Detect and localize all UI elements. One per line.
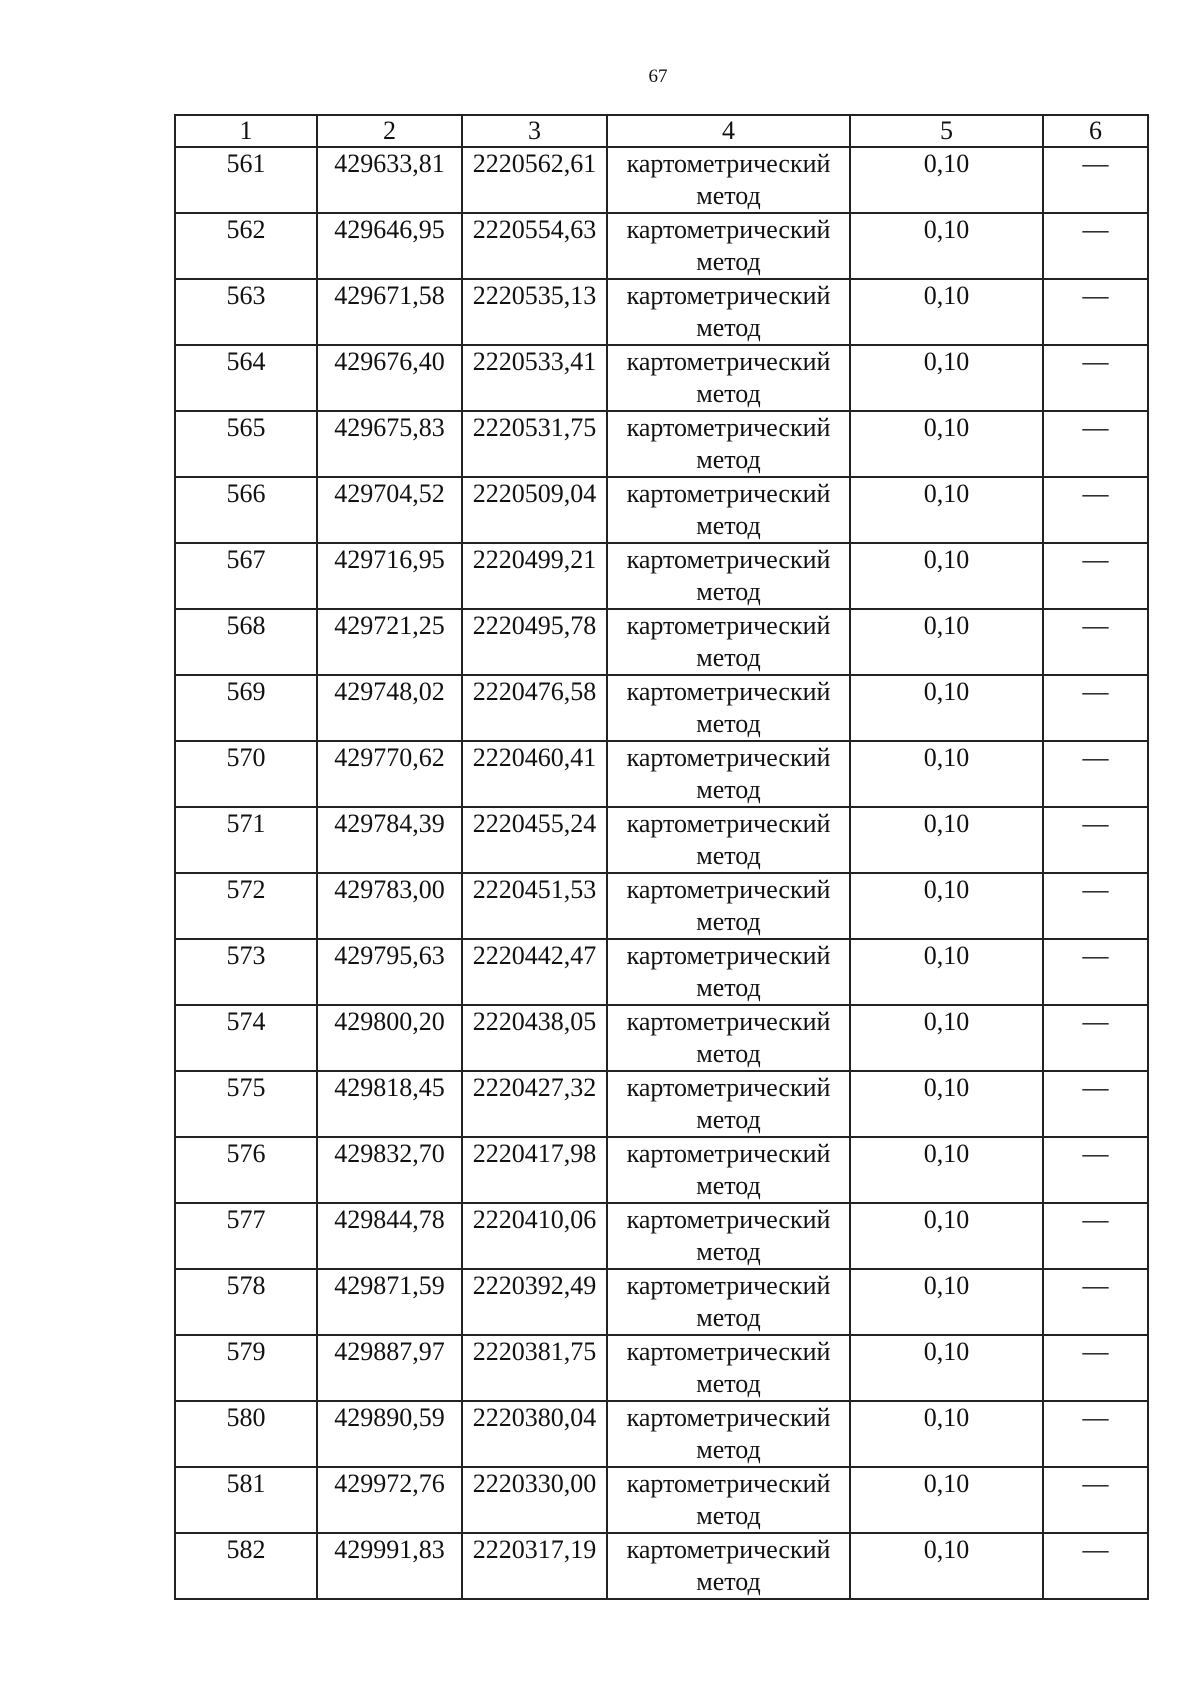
y-coordinate-cell: 2220509,04 (462, 477, 607, 543)
method-cell: картометрический метод (607, 411, 850, 477)
note-cell: — (1043, 675, 1148, 741)
note-cell: — (1043, 213, 1148, 279)
accuracy-cell: 0,10 (850, 741, 1043, 807)
accuracy-cell: 0,10 (850, 477, 1043, 543)
note-cell: — (1043, 741, 1148, 807)
y-coordinate-cell: 2220330,00 (462, 1467, 607, 1533)
x-coordinate-cell: 429748,02 (317, 675, 462, 741)
method-cell: картометрический метод (607, 609, 850, 675)
accuracy-cell: 0,10 (850, 609, 1043, 675)
accuracy-cell: 0,10 (850, 1071, 1043, 1137)
y-coordinate-cell: 2220455,24 (462, 807, 607, 873)
method-cell: картометрический метод (607, 1137, 850, 1203)
point-number-cell: 563 (175, 279, 317, 345)
y-coordinate-cell: 2220317,19 (462, 1533, 607, 1599)
x-coordinate-cell: 429972,76 (317, 1467, 462, 1533)
point-number-cell: 566 (175, 477, 317, 543)
method-cell: картометрический метод (607, 477, 850, 543)
point-number-cell: 569 (175, 675, 317, 741)
method-cell: картометрический метод (607, 147, 850, 213)
method-cell: картометрический метод (607, 741, 850, 807)
table-row (175, 675, 1148, 741)
table-row (175, 213, 1148, 279)
coordinates-table (174, 114, 1149, 1600)
x-coordinate-cell: 429991,83 (317, 1533, 462, 1599)
method-cell: картометрический метод (607, 1005, 850, 1071)
accuracy-cell: 0,10 (850, 1533, 1043, 1599)
x-coordinate-cell: 429646,95 (317, 213, 462, 279)
point-number-cell: 564 (175, 345, 317, 411)
column-header-6: 6 (1043, 115, 1148, 147)
method-cell: картометрический метод (607, 1071, 850, 1137)
point-number-cell: 579 (175, 1335, 317, 1401)
accuracy-cell: 0,10 (850, 1269, 1043, 1335)
point-number-cell: 578 (175, 1269, 317, 1335)
table-row (175, 147, 1148, 213)
y-coordinate-cell: 2220451,53 (462, 873, 607, 939)
point-number-cell: 581 (175, 1467, 317, 1533)
method-cell: картометрический метод (607, 1335, 850, 1401)
table-row (175, 939, 1148, 1005)
note-cell: — (1043, 939, 1148, 1005)
method-cell: картометрический метод (607, 1269, 850, 1335)
note-cell: — (1043, 1071, 1148, 1137)
x-coordinate-cell: 429770,62 (317, 741, 462, 807)
y-coordinate-cell: 2220533,41 (462, 345, 607, 411)
x-coordinate-cell: 429887,97 (317, 1335, 462, 1401)
method-cell: картометрический метод (607, 213, 850, 279)
point-number-cell: 565 (175, 411, 317, 477)
y-coordinate-cell: 2220442,47 (462, 939, 607, 1005)
accuracy-cell: 0,10 (850, 411, 1043, 477)
y-coordinate-cell: 2220499,21 (462, 543, 607, 609)
x-coordinate-cell: 429633,81 (317, 147, 462, 213)
accuracy-cell: 0,10 (850, 213, 1043, 279)
table-row (175, 543, 1148, 609)
accuracy-cell: 0,10 (850, 873, 1043, 939)
y-coordinate-cell: 2220380,04 (462, 1401, 607, 1467)
table-row (175, 873, 1148, 939)
x-coordinate-cell: 429704,52 (317, 477, 462, 543)
y-coordinate-cell: 2220438,05 (462, 1005, 607, 1071)
accuracy-cell: 0,10 (850, 1137, 1043, 1203)
table-row (175, 279, 1148, 345)
point-number-cell: 572 (175, 873, 317, 939)
note-cell: — (1043, 1533, 1148, 1599)
x-coordinate-cell: 429783,00 (317, 873, 462, 939)
x-coordinate-cell: 429675,83 (317, 411, 462, 477)
x-coordinate-cell: 429716,95 (317, 543, 462, 609)
table-row (175, 1335, 1148, 1401)
x-coordinate-cell: 429784,39 (317, 807, 462, 873)
table-row (175, 1269, 1148, 1335)
accuracy-cell: 0,10 (850, 807, 1043, 873)
accuracy-cell: 0,10 (850, 147, 1043, 213)
point-number-cell: 567 (175, 543, 317, 609)
y-coordinate-cell: 2220427,32 (462, 1071, 607, 1137)
method-cell: картометрический метод (607, 807, 850, 873)
note-cell: — (1043, 477, 1148, 543)
point-number-cell: 575 (175, 1071, 317, 1137)
point-number-cell: 571 (175, 807, 317, 873)
y-coordinate-cell: 2220495,78 (462, 609, 607, 675)
point-number-cell: 570 (175, 741, 317, 807)
table-row (175, 1071, 1148, 1137)
note-cell: — (1043, 543, 1148, 609)
x-coordinate-cell: 429795,63 (317, 939, 462, 1005)
table-row (175, 1203, 1148, 1269)
accuracy-cell: 0,10 (850, 543, 1043, 609)
note-cell: — (1043, 1401, 1148, 1467)
column-header-3: 3 (462, 115, 607, 147)
y-coordinate-cell: 2220562,61 (462, 147, 607, 213)
point-number-cell: 574 (175, 1005, 317, 1071)
y-coordinate-cell: 2220460,41 (462, 741, 607, 807)
point-number-cell: 562 (175, 213, 317, 279)
note-cell: — (1043, 873, 1148, 939)
accuracy-cell: 0,10 (850, 939, 1043, 1005)
note-cell: — (1043, 1335, 1148, 1401)
point-number-cell: 576 (175, 1137, 317, 1203)
accuracy-cell: 0,10 (850, 1335, 1043, 1401)
x-coordinate-cell: 429890,59 (317, 1401, 462, 1467)
accuracy-cell: 0,10 (850, 1203, 1043, 1269)
y-coordinate-cell: 2220476,58 (462, 675, 607, 741)
table-row (175, 1401, 1148, 1467)
table-row (175, 741, 1148, 807)
table-row (175, 411, 1148, 477)
table-body (175, 147, 1148, 1599)
method-cell: картометрический метод (607, 279, 850, 345)
note-cell: — (1043, 1269, 1148, 1335)
x-coordinate-cell: 429671,58 (317, 279, 462, 345)
x-coordinate-cell: 429844,78 (317, 1203, 462, 1269)
table-row (175, 1005, 1148, 1071)
y-coordinate-cell: 2220554,63 (462, 213, 607, 279)
method-cell: картометрический метод (607, 675, 850, 741)
note-cell: — (1043, 1005, 1148, 1071)
table-row (175, 477, 1148, 543)
column-header-2: 2 (317, 115, 462, 147)
note-cell: — (1043, 411, 1148, 477)
accuracy-cell: 0,10 (850, 1005, 1043, 1071)
page-number: 67 (648, 66, 668, 87)
x-coordinate-cell: 429832,70 (317, 1137, 462, 1203)
point-number-cell: 577 (175, 1203, 317, 1269)
note-cell: — (1043, 279, 1148, 345)
accuracy-cell: 0,10 (850, 1401, 1043, 1467)
table-row (175, 1533, 1148, 1599)
note-cell: — (1043, 609, 1148, 675)
y-coordinate-cell: 2220381,75 (462, 1335, 607, 1401)
point-number-cell: 561 (175, 147, 317, 213)
note-cell: — (1043, 345, 1148, 411)
column-header-1: 1 (175, 115, 317, 147)
note-cell: — (1043, 1467, 1148, 1533)
point-number-cell: 568 (175, 609, 317, 675)
table-header-row (175, 115, 1148, 147)
column-header-5: 5 (850, 115, 1043, 147)
point-number-cell: 573 (175, 939, 317, 1005)
x-coordinate-cell: 429800,20 (317, 1005, 462, 1071)
accuracy-cell: 0,10 (850, 345, 1043, 411)
x-coordinate-cell: 429721,25 (317, 609, 462, 675)
y-coordinate-cell: 2220417,98 (462, 1137, 607, 1203)
method-cell: картометрический метод (607, 543, 850, 609)
note-cell: — (1043, 807, 1148, 873)
point-number-cell: 582 (175, 1533, 317, 1599)
y-coordinate-cell: 2220531,75 (462, 411, 607, 477)
y-coordinate-cell: 2220410,06 (462, 1203, 607, 1269)
method-cell: картометрический метод (607, 1533, 850, 1599)
y-coordinate-cell: 2220535,13 (462, 279, 607, 345)
accuracy-cell: 0,10 (850, 675, 1043, 741)
column-header-4: 4 (607, 115, 850, 147)
method-cell: картометрический метод (607, 1203, 850, 1269)
x-coordinate-cell: 429871,59 (317, 1269, 462, 1335)
method-cell: картометрический метод (607, 345, 850, 411)
x-coordinate-cell: 429676,40 (317, 345, 462, 411)
note-cell: — (1043, 1203, 1148, 1269)
method-cell: картометрический метод (607, 939, 850, 1005)
table-row (175, 1467, 1148, 1533)
x-coordinate-cell: 429818,45 (317, 1071, 462, 1137)
table-row (175, 609, 1148, 675)
y-coordinate-cell: 2220392,49 (462, 1269, 607, 1335)
point-number-cell: 580 (175, 1401, 317, 1467)
note-cell: — (1043, 147, 1148, 213)
method-cell: картометрический метод (607, 1467, 850, 1533)
accuracy-cell: 0,10 (850, 279, 1043, 345)
accuracy-cell: 0,10 (850, 1467, 1043, 1533)
table-row (175, 807, 1148, 873)
table-row (175, 345, 1148, 411)
note-cell: — (1043, 1137, 1148, 1203)
method-cell: картометрический метод (607, 873, 850, 939)
method-cell: картометрический метод (607, 1401, 850, 1467)
table-row (175, 1137, 1148, 1203)
